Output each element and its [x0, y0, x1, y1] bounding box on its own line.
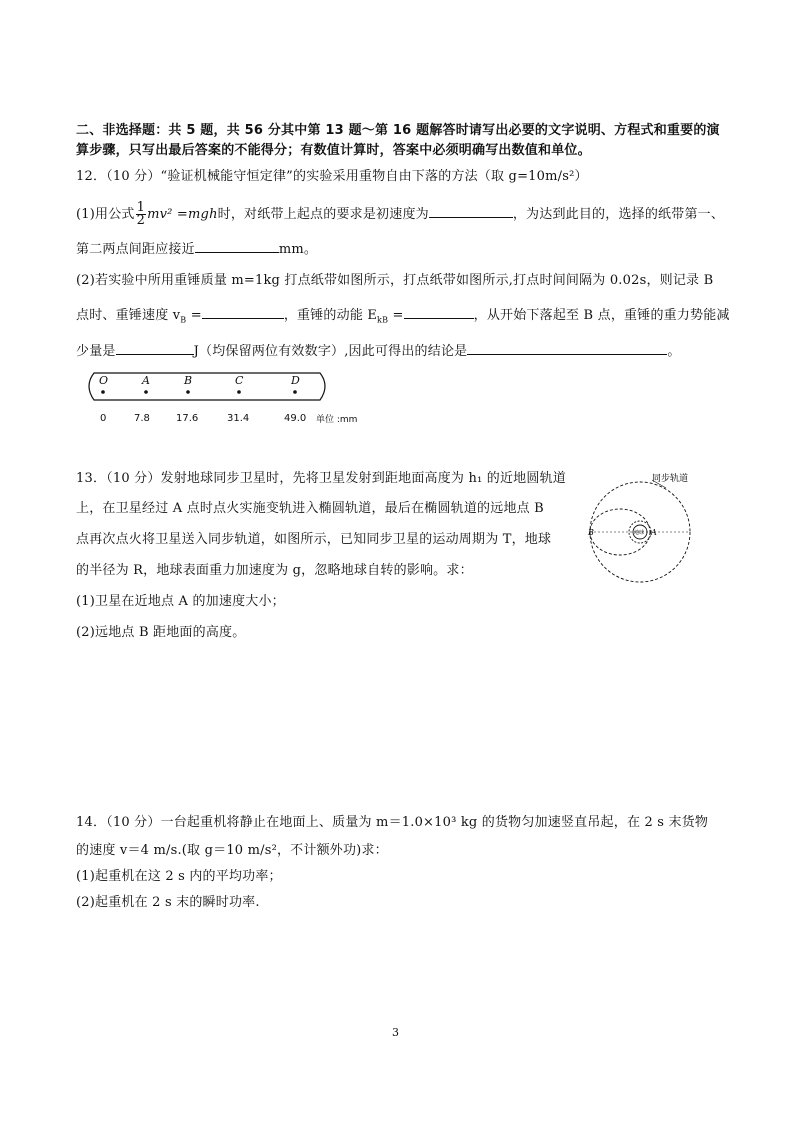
q12-part2-line1: (2)若实验中所用重锤质量 m=1kg 打点纸带如图所示，打点纸带如图所示,打点时间间隔为 0.02s，则记录 B — [76, 273, 714, 288]
tape-point-o-label: O — [99, 374, 109, 387]
answer-blank-potential-energy[interactable] — [116, 342, 194, 355]
q13-line2: 上，在卫星经过 A 点时点火实施变轨进入椭圆轨道，最后在椭圆轨道的远地点 B — [76, 501, 544, 516]
tape-value-d: 49.0 — [284, 413, 307, 424]
tape-unit-label: 单位 :mm — [316, 415, 358, 425]
answer-blank-kinetic-energy[interactable] — [404, 306, 474, 319]
q14-sub2: (2)起重机在 2 s 末的瞬时功率. — [76, 895, 260, 910]
q13-sub2: (2)远地点 B 距地面的高度。 — [76, 625, 246, 640]
q14-sub1: (1)起重机在这 2 s 内的平均功率； — [76, 869, 282, 884]
q13-sub1: (1)卫星在近地点 A 的加速度大小； — [76, 594, 285, 609]
section-heading-line1: 二、非选择题：共 5 题，共 56 分其中第 13 题～第 16 题解答时请写出必要的文字说明、方程式和重要的演 — [76, 123, 720, 138]
tape-value-b: 17.6 — [176, 413, 199, 424]
point-b-label: B — [588, 528, 594, 537]
q13-line1: 13．（10 分）发射地球同步卫星时，先将卫星发射到距地面高度为 h₁ 的近地圆轨道 — [76, 471, 566, 486]
paper-tape-outline — [89, 373, 325, 400]
tape-point-a-label: A — [142, 374, 150, 387]
tape-dot-o — [101, 390, 105, 394]
tape-point-d-label: D — [291, 374, 300, 387]
tape-dot-d — [293, 390, 297, 394]
answer-blank-conclusion[interactable] — [467, 342, 667, 355]
q14-line1: 14．（10 分）一台起重机将静止在地面上、质量为 m＝1.0×10³ kg 的货物匀加速竖直吊起，在 2 s 末货物 — [76, 815, 709, 830]
tape-dot-a — [144, 390, 148, 394]
sync-orbit-label: 同步轨道 — [652, 474, 689, 484]
q12-p2-text-d: = — [388, 308, 404, 323]
one-half-fraction: $\frac{1}{2}$ — [136, 200, 146, 228]
tape-point-c-label: C — [235, 374, 244, 387]
answer-blank-velocity-b[interactable] — [202, 306, 284, 319]
q12-p1-line2-text: 第二两点间距应接近 — [76, 242, 195, 257]
q12-part2-line2: 点时、重锤速度 $v_B$ = ，重锤的动能 $E_{kB}$ = ，从开始下落起至 B 点，重锤的重力势能减 — [76, 308, 730, 325]
q12-p1-end: ，为达到此目的，选择的纸带第一、 — [512, 207, 725, 222]
paper-tape-figure — [84, 370, 358, 430]
tape-dot-c — [237, 390, 241, 394]
q12-p1-mid: 时，对纸带上起点的要求是初速度为 — [217, 207, 429, 222]
tape-point-b-label: B — [184, 374, 193, 387]
answer-blank-distance[interactable] — [195, 240, 279, 253]
q12-p1-unit: mm。 — [278, 242, 318, 257]
q12-p2-line3-c: 。 — [667, 344, 681, 359]
tape-dot-b — [186, 390, 190, 394]
q13-line3: 点再次点火将卫星送入同步轨道，如图所示，已知同步卫星的运动周期为 T，地球 — [76, 532, 552, 547]
q12-title: 12．（10 分）“验证机械能守恒定律”的实验采用重物自由下落的方法（取 g=10m/s²） — [76, 169, 588, 184]
q12-p2-line3-b: J（均保留两位有效数字）,因此可得出的结论是 — [193, 344, 468, 359]
q12-p2-text-a: 点时、重锤速度 v — [76, 308, 181, 323]
q12-part2-line3 — [76, 342, 681, 361]
point-a-label: A — [651, 528, 657, 537]
q13-line4: 的半径为 R，地球表面重力加速度为 g，忽略地球自转的影响。求： — [76, 563, 473, 578]
q12-p2-text-c: ，重锤的动能 E — [283, 308, 378, 323]
orbit-figure — [582, 468, 710, 586]
section-heading-line2: 算步骤，只写出最后答案的不能得分；有数值计算时，答案中必须明确写出数值和单位。 — [76, 143, 591, 158]
page-number: 3 — [392, 1026, 399, 1039]
tape-value-0: 0 — [100, 413, 107, 424]
q12-p1-prefix: (1)用公式 — [76, 207, 135, 222]
tape-value-c: 31.4 — [227, 413, 250, 424]
q12-part1-line2 — [76, 240, 317, 259]
q12-part1-line1 — [76, 202, 724, 227]
tape-value-a: 7.8 — [134, 413, 150, 424]
q14-line2: 的速度 v＝4 m/s.(取 g＝10 m/s²，不计额外功)求： — [76, 843, 388, 858]
q12-p2-line3-a: 少量是 — [76, 344, 116, 359]
earth-label: 地球 — [634, 530, 645, 536]
q12-p2-text-b: = — [186, 308, 202, 323]
q12-formula: mv² =mgh — [147, 207, 218, 222]
answer-blank-initial-velocity[interactable] — [429, 205, 513, 218]
q12-p2-text-e: ，从开始下落起至 B 点，重锤的重力势能减 — [473, 308, 730, 323]
